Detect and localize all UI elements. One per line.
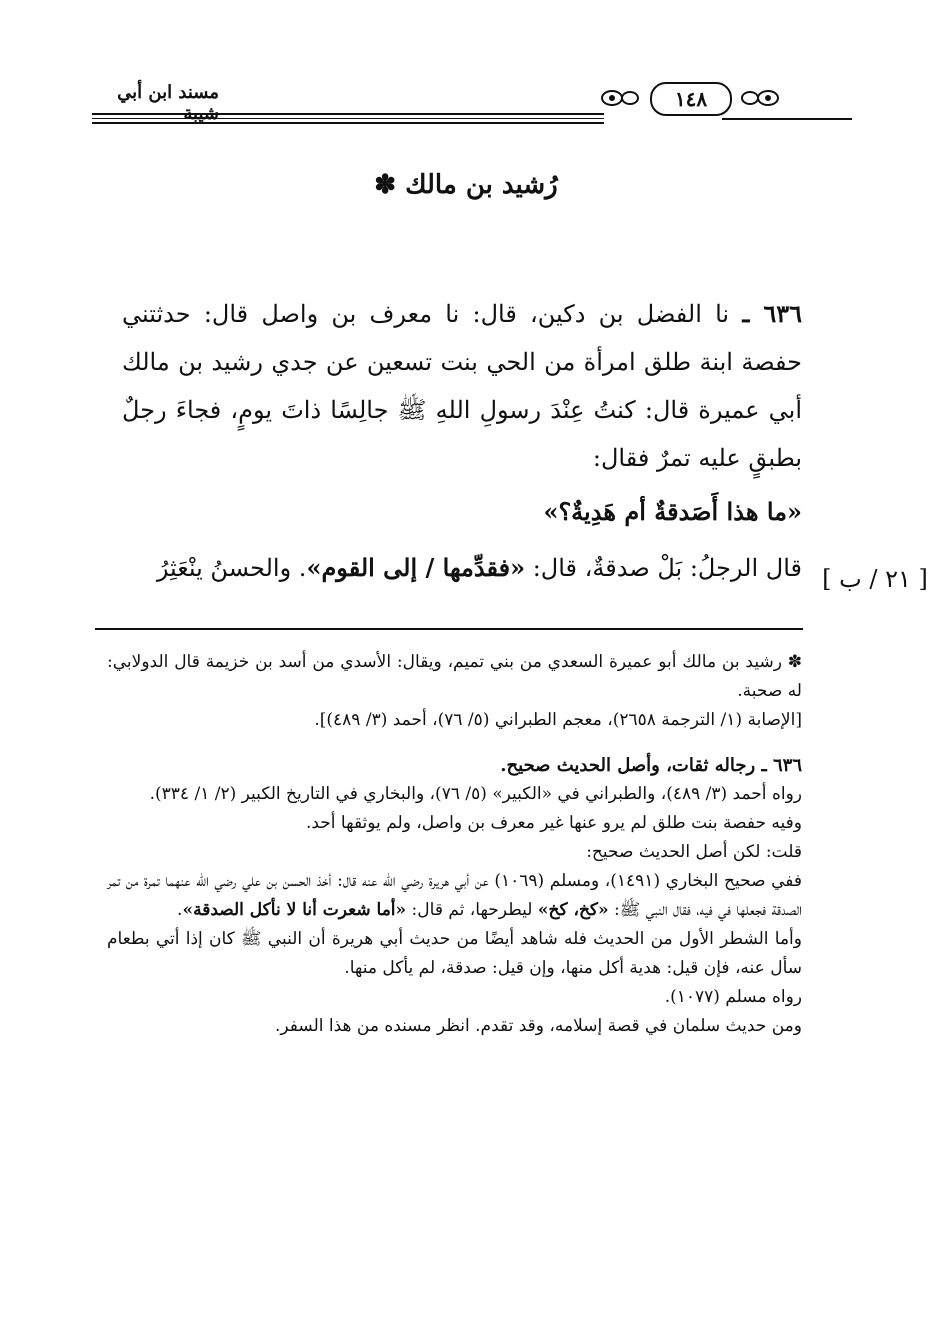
page-number: ١٤٨ (650, 82, 732, 116)
hadith-text: نا الفضل بن دكين، قال: نا معرف بن واصل قال: حدثتني حفصة ابنة طلق امرأة من الحي بنت تسعين عن جدي رشيد بن مالك أبي عميرة قال: كنتُ عِنْدَ رسولِ اللهِ ﷺ جالِسًا ذاتَ يومٍ، فجاءَ رجلٌ بطبقٍ عليه تمرٌ فقال: (122, 300, 802, 472)
footnote-bold-quote: «كخ، كخ» (537, 900, 609, 920)
footnote-line: ومن حديث سلمان في قصة إسلامه، وقد تقدم. انظر مسنده من هذا السفر. (275, 1016, 802, 1036)
last-line-end: . والحسنُ ينْعَثِرُ (156, 554, 307, 582)
footnote-separator (95, 628, 803, 630)
footnote-line: وأما الشطر الأول من الحديث فله شاهد أيضًا من حديث أبي هريرة أن النبي ﷺ كان إذا أتي بطعام سأل عنه، فإن قيل: هدية أكل منها، وإن قيل: صدقة، لم يأكل منها. (107, 929, 802, 978)
footnote-line (107, 867, 802, 925)
manuscript-margin-reference: [ ٢١ / ب ] (822, 565, 928, 593)
header-rule (92, 113, 604, 115)
hadith-last-line (122, 544, 802, 592)
footnote-line: رواه مسلم (١٠٧٧). (664, 987, 802, 1007)
hadith-paragraph (122, 290, 802, 482)
running-title: مسند ابن أبي شيبة (117, 82, 219, 124)
header-rule-right (722, 118, 852, 120)
footnote-bio-refs: [الإصابة (١/ الترجمة ٢٦٥٨)، معجم الطبراني (٥/ ٧٦)، أحمد (٣/ ٤٨٩)]. (314, 710, 802, 730)
last-line-bold: «فقدِّمها / إلى القوم» (306, 553, 526, 582)
hadith-number: ٦٣٦ ـ (742, 299, 802, 328)
footnotes (107, 648, 802, 1041)
entry-title: رُشيد بن مالك ✽ (374, 170, 558, 200)
footnote-text: ليطرحها، ثم قال: (406, 900, 538, 920)
footnote-grade: ٦٣٦ ـ رجاله ثقات، وأصل الحديث صحيح. (500, 755, 802, 776)
footnote-line: قلت: لكن أصل الحديث صحيح: (586, 842, 802, 862)
hadith-quote: «ما هذا أَصَدقةٌ أم هَدِيةٌ؟» (543, 497, 802, 526)
footnote-bold-quote: «أما شعرت أنا لا نأكل الصدقة» (182, 900, 407, 920)
main-text (122, 290, 802, 592)
header-rule (92, 122, 604, 124)
footnote-bio: ✽ رشيد بن مالك أبو عميرة السعدي من بني تميم، ويقال: الأسدي من أسد بن خزيمة قال الدولابي: له صحبة. (107, 652, 802, 701)
footnote-text: . (177, 900, 183, 920)
last-line-start: قال الرجلُ: بَلْ صدقةٌ، قال: (525, 554, 802, 582)
footnote-text: ففي صحيح البخاري (١٤٩١)، ومسلم (١٠٦٩) عن أبي هريرة رضي الله عنه قال: أخذ الحسن بن علي رضي الله عنهما تمرة من تمر الصدقة فجعلها في فيه، فقال النبي ﷺ: (107, 871, 803, 920)
footnote-line: رواه أحمد (٣/ ٤٨٩)، والطبراني في «الكبير» (٥/ ٧٦)، والبخاري في التاريخ الكبير (٢/ ١/ ٣٣٤). (149, 784, 802, 804)
header-rule (92, 118, 604, 119)
footnote-line: وفيه حفصة بنت طلق لم يرو عنها غير معرف بن واصل، ولم يوثقها أحد. (305, 813, 802, 833)
